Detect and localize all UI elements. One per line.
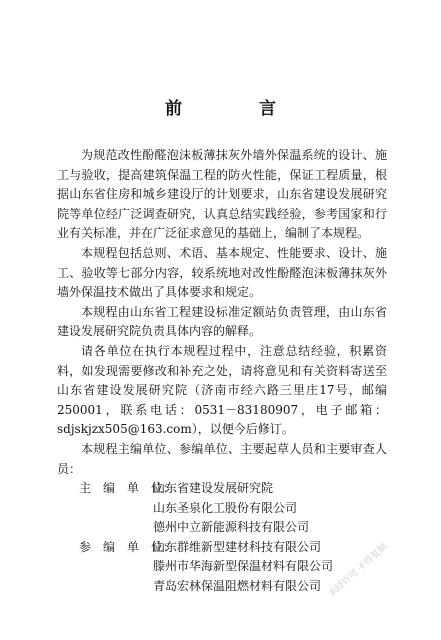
paragraph-purpose: 为规范改性酚醛泡沫板薄抹灰外墙外保温系统的设计、施工与验收，提高建筑保温工程的防火性能，保证工程质量，根据山东省住房和城乡建设厅的计划要求，山东省建设发展研究院等单位经广泛调查研究，认真总结实践经验，参考国家和行业有关标准，并在广泛征求意见的基础上，编制了本规程。 <box>57 148 387 241</box>
paragraph-units-intro: 本规程主编单位、参编单位、主要起草人员和主要审查人员： <box>57 441 387 476</box>
participating-editor-unit: 滕州市华海新型保温材料有限公司 <box>153 559 334 574</box>
document-body <box>57 146 387 597</box>
watermark: 未经许可 不得复制 <box>327 542 390 600</box>
paragraph-feedback: 请各单位在执行本规程过程中，注意总结经验，积累资料，如发现需要修改和补充之处，请将意见和有关资料寄送至山东省建设发展研究院（济南市经六路三里庄17号，邮编250001，联系电话：0531－83180907，电子邮箱：sdjskjzx505@163.com），以便今后修订。 <box>57 343 387 437</box>
chief-editor-unit: 德州中立新能源科技有限公司 <box>153 520 310 535</box>
participating-editor-unit: 青岛宏林保温阻燃材料有限公司 <box>153 579 322 594</box>
participating-editor-unit: 山东群维新型建材科技有限公司 <box>153 539 322 554</box>
participating-editor-label: 参 编 单 位： <box>79 539 176 554</box>
chief-editor-unit: 山东省建设发展研究院 <box>153 481 274 496</box>
chief-editor-unit: 山东圣泉化工股份有限公司 <box>153 500 298 515</box>
paragraph-management: 本规程由山东省工程建设标准定额站负责管理，由山东省建设发展研究院负责具体内容的解释。 <box>57 304 387 339</box>
chief-editor-units <box>57 479 387 538</box>
chief-editor-label: 主 编 单 位： <box>79 481 176 496</box>
paragraph-contents: 本规程包括总则、术语、基本规定、性能要求、设计、施工、验收等七部分内容，较系统地对改性酚醛泡沫板薄抹灰外墙外保温技术做出了具体要求和规定。 <box>57 245 387 300</box>
page-title: 前 言 <box>165 99 306 119</box>
